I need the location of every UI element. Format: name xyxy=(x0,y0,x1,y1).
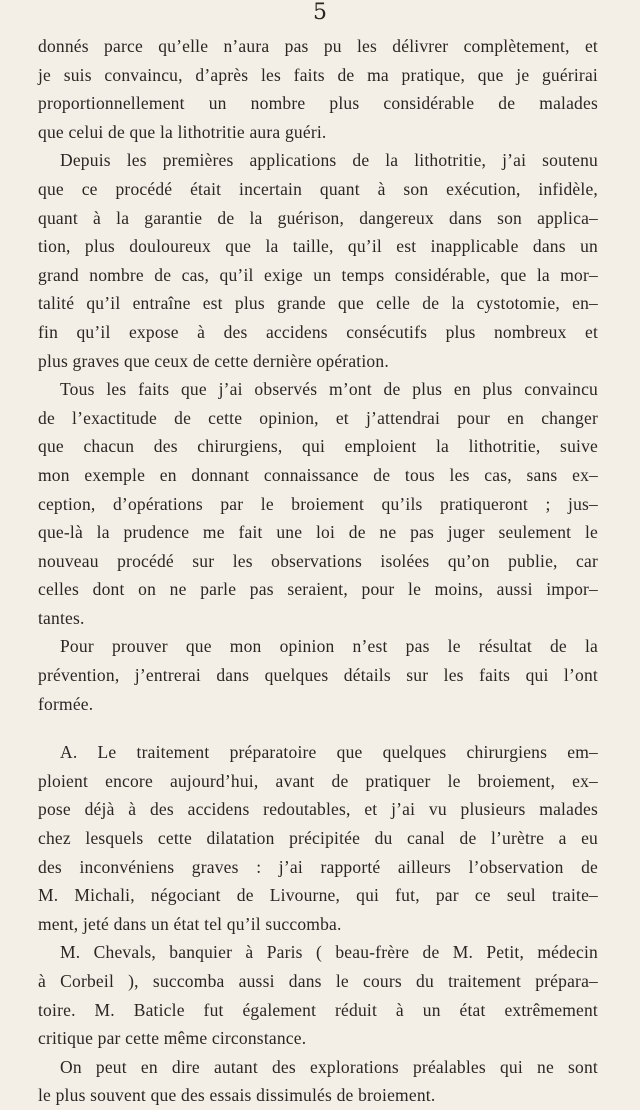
text-line: nouveau procédé sur les observations isolées qu’on publie, car xyxy=(38,550,598,571)
paragraph xyxy=(38,375,598,632)
paragraph xyxy=(38,146,598,375)
text-line: quant à la garantie de la guérison, dangereux dans son applica– xyxy=(38,207,598,228)
text-line: ception, d’opérations par le broiement qu’ils pratiqueront ; jus– xyxy=(38,493,598,514)
text-line: M. Chevals, banquier à Paris ( beau-frère de M. Petit, médecin xyxy=(60,942,598,963)
text-line: critique par cette même circonstance. xyxy=(38,1028,307,1049)
text-line: que-là la prudence me fait une loi de ne pas juger seulement le xyxy=(38,522,598,543)
paragraph xyxy=(38,738,598,938)
text-line: chez lesquels cette dilatation précipitée du canal de l’urètre a eu xyxy=(38,828,598,849)
section-gap xyxy=(38,718,598,738)
text-line: toire. M. Baticle fut également réduit à un état extrêmement xyxy=(38,999,598,1020)
text-line: talité qu’il entraîne est plus grande que celle de la cystotomie, en– xyxy=(38,293,598,314)
text-line: de l’exactitude de cette opinion, et j’attendrai pour en changer xyxy=(38,407,598,428)
text-line: Tous les faits que j’ai observés m’ont de plus en plus convaincu xyxy=(60,379,598,400)
paragraph xyxy=(38,32,598,146)
text-line: A. Le traitement préparatoire que quelques chirurgiens em– xyxy=(60,742,598,763)
text-line: proportionnellement un nombre plus considérable de malades xyxy=(38,93,598,114)
text-line: je suis convaincu, d’après les faits de ma pratique, que je guérirai xyxy=(38,64,598,85)
text-line: que ce procédé était incertain quant à son exécution, infidèle, xyxy=(38,178,598,199)
text-line: formée. xyxy=(38,693,94,714)
text-line: que celui de que la lithotritie aura guéri. xyxy=(38,121,327,142)
text-line: tion, plus douloureux que la taille, qu’il est inapplicable dans un xyxy=(38,236,598,257)
text-line: grand nombre de cas, qu’il exige un temps considérable, que la mor– xyxy=(38,264,598,285)
paragraph xyxy=(38,632,598,718)
text-line: donnés parce qu’elle n’aura pas pu les délivrer complètement, et xyxy=(38,36,598,56)
text-line: des inconvéniens graves : j’ai rapporté ailleurs l’observation de xyxy=(38,856,598,877)
text-line: mon exemple en donnant connaissance de tous les cas, sans ex– xyxy=(38,464,598,485)
body-text xyxy=(38,32,598,1110)
text-line: le plus souvent que des essais dissimulés de broiement. xyxy=(38,1085,436,1106)
text-line: que chacun des chirurgiens, qui emploient la lithotritie, suive xyxy=(38,436,598,457)
text-line: celles dont on ne parle pas seraient, pour le moins, aussi impor– xyxy=(38,579,598,600)
text-line: fin qu’il expose à des accidens consécutifs plus nombreux et xyxy=(38,321,598,342)
page-number: 5 xyxy=(313,0,327,25)
text-line: ploient encore aujourd’hui, avant de pratiquer le broiement, ex– xyxy=(38,770,598,791)
text-line: prévention, j’entrerai dans quelques détails sur les faits qui l’ont xyxy=(38,665,598,686)
text-line: à Corbeil ), succomba aussi dans le cours du traitement prépara– xyxy=(38,971,598,991)
text-line: plus graves que ceux de cette dernière opération. xyxy=(38,350,389,371)
text-line: ment, jeté dans un état tel qu’il succomba. xyxy=(38,913,342,934)
text-line: Depuis les premières applications de la lithotritie, j’ai soutenu xyxy=(60,150,598,171)
paragraph xyxy=(38,1053,598,1110)
text-line: M. Michali, négociant de Livourne, qui fut, par ce seul traite– xyxy=(38,885,598,906)
paragraph xyxy=(38,938,598,1052)
text-line: On peut en dire autant des explorations préalables qui ne sont xyxy=(60,1056,598,1077)
text-line: pose déjà à des accidens redoutables, et j’ai vu plusieurs malades xyxy=(38,799,598,820)
text-line: tantes. xyxy=(38,607,85,628)
text-line: Pour prouver que mon opinion n’est pas le résultat de la xyxy=(60,636,598,657)
